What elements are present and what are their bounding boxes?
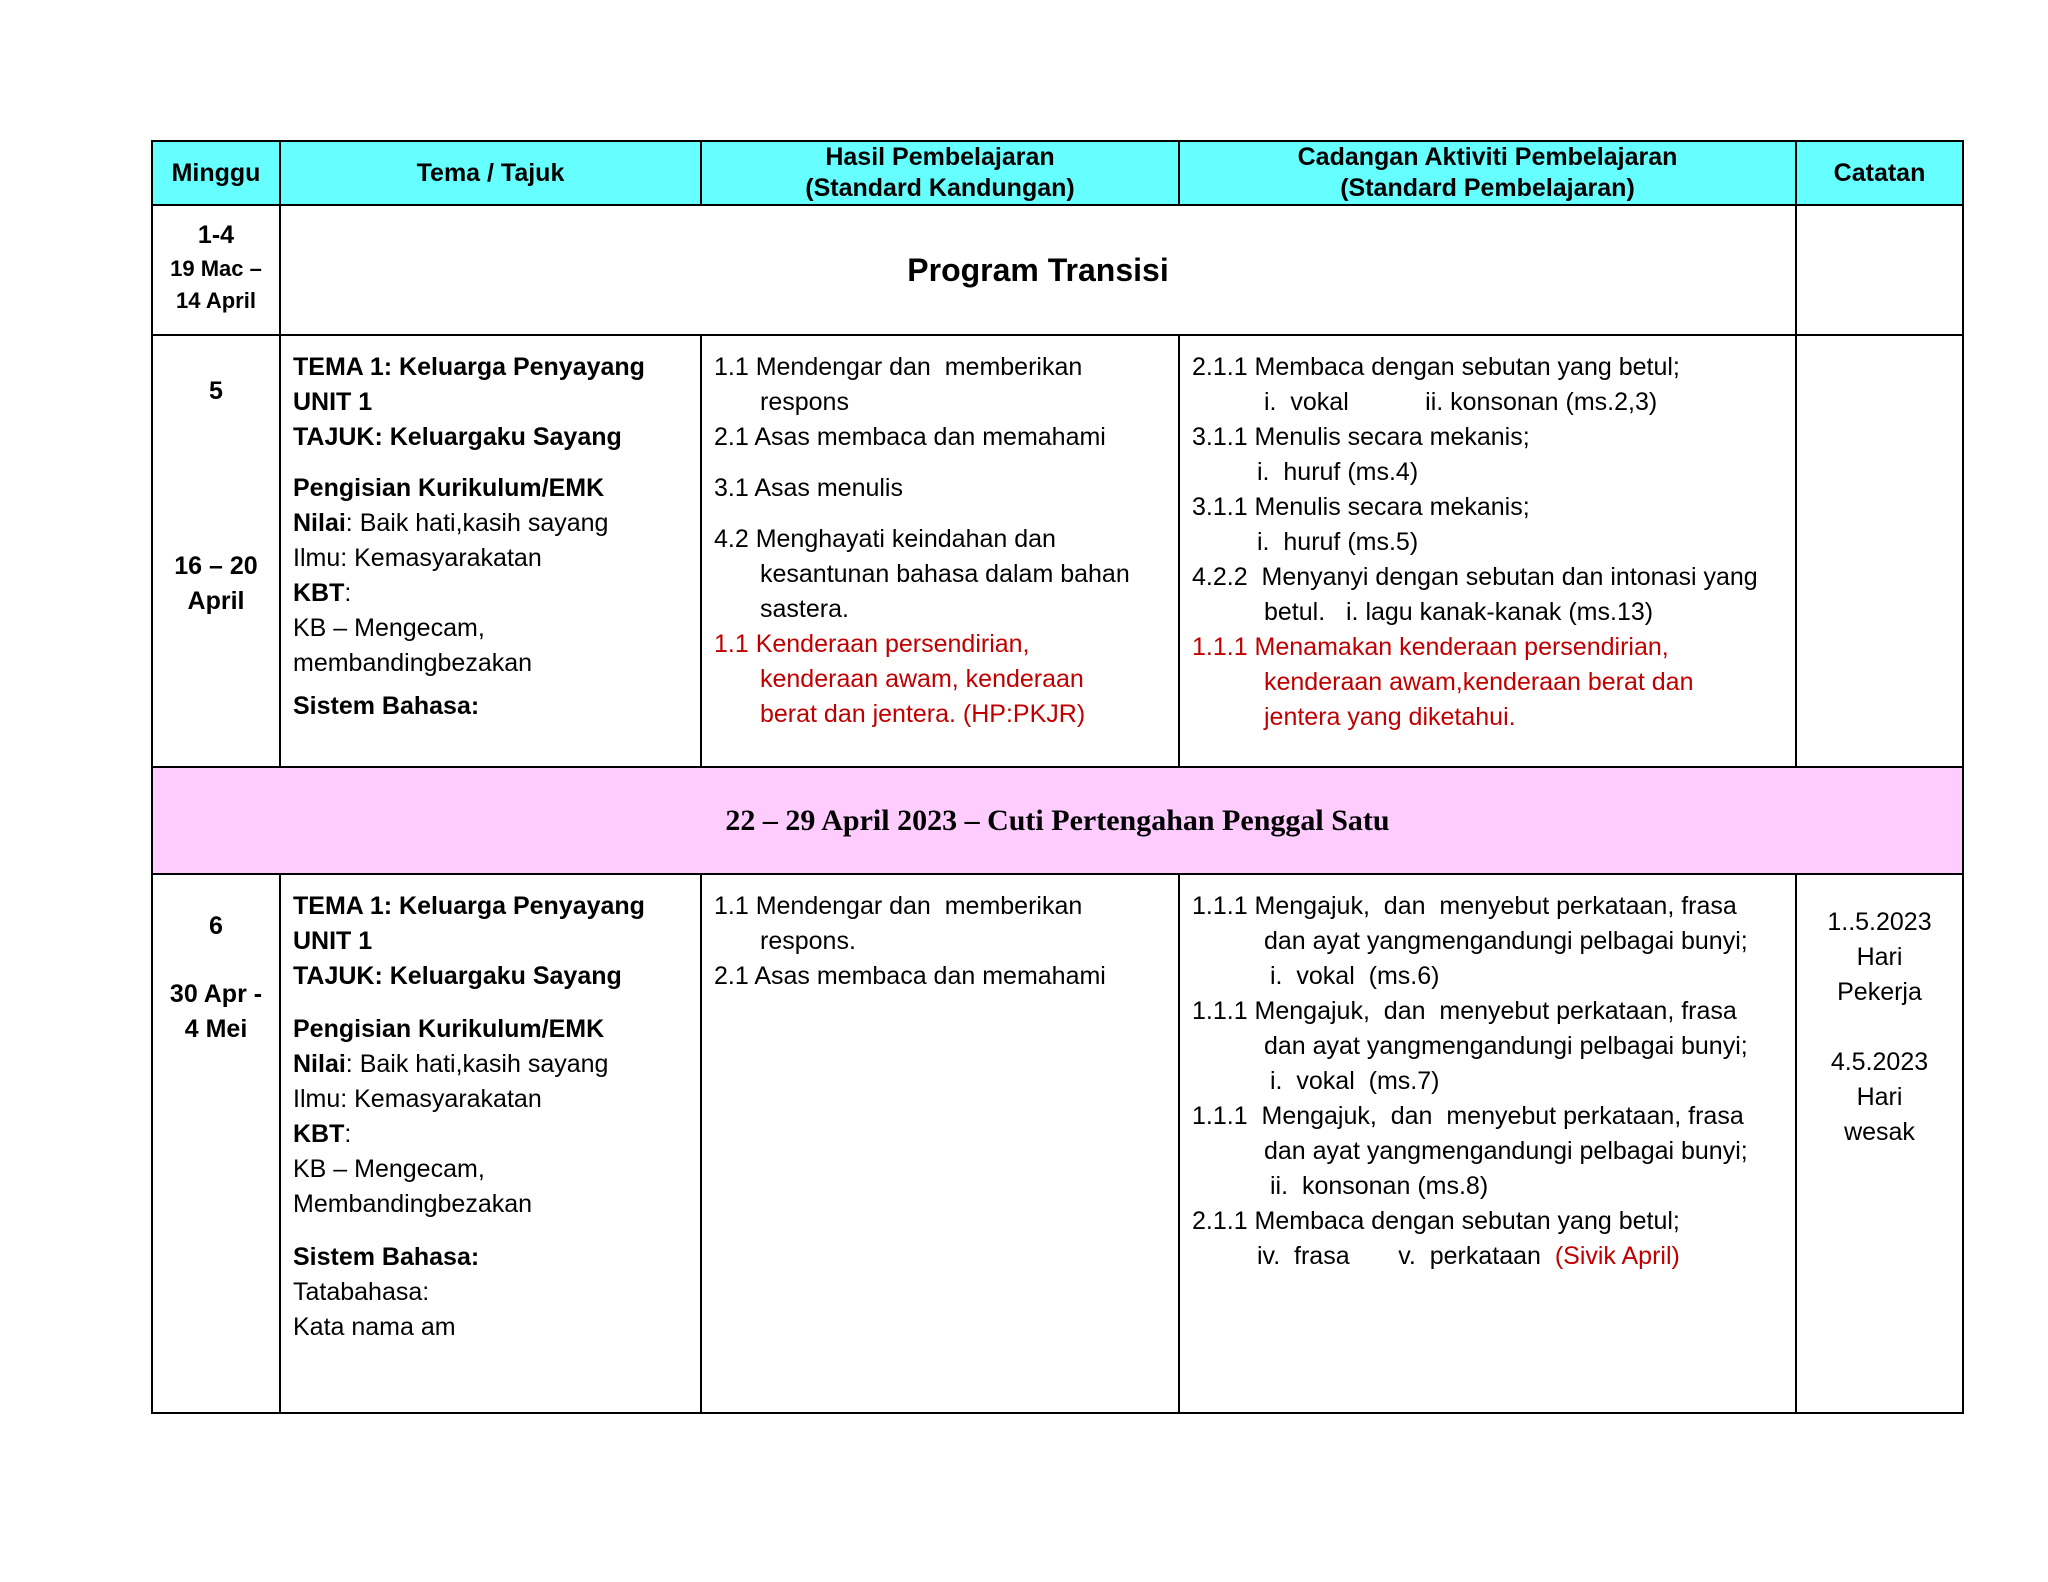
table-row bbox=[152, 335, 1963, 767]
hasil-cell bbox=[701, 335, 1179, 767]
header-catatan: Catatan bbox=[1796, 141, 1963, 205]
cadangan-sub: dan ayat yangmengandungi pelbagai bunyi; bbox=[1264, 927, 1748, 955]
hasil-item-pkjr: 1.1 Kenderaan persendirian, bbox=[714, 630, 1030, 658]
ilmu-line: Ilmu: Kemasyarakatan bbox=[293, 544, 542, 572]
catatan-date: 4.5.2023 bbox=[1830, 1048, 1929, 1076]
cadangan-sub: iv. frasa v. perkataan (Sivik April) bbox=[1257, 1242, 1680, 1270]
week-date-line2: 14 April bbox=[176, 288, 256, 313]
hasil-item: 4.2 Menghayati keindahan dan bbox=[714, 525, 1056, 553]
tatabahasa-line: Tatabahasa: bbox=[293, 1278, 430, 1306]
unit-label: UNIT 1 bbox=[293, 388, 373, 416]
hasil-item-cont: kesantunan bahasa dalam bahan bbox=[760, 560, 1130, 588]
cadangan-item: 4.2.2 Menyanyi dengan sebutan dan intonasi yang bbox=[1192, 563, 1758, 591]
cadangan-sub: i. huruf (ms.5) bbox=[1257, 528, 1419, 556]
week-date-line1: 16 – 20 bbox=[174, 552, 258, 580]
hasil-item: 3.1 Asas menulis bbox=[714, 474, 903, 502]
week-date-line2: April bbox=[187, 587, 245, 615]
kbt-line: KBT: bbox=[293, 579, 352, 607]
catatan-text: Hari bbox=[1856, 1083, 1903, 1111]
cadangan-item: 1.1.1 Mengajuk, dan menyebut perkataan, frasa bbox=[1192, 1102, 1744, 1130]
header-hasil bbox=[701, 141, 1179, 205]
cadangan-item: 2.1.1 Membaca dengan sebutan yang betul; bbox=[1192, 1207, 1680, 1235]
header-tema: Tema / Tajuk bbox=[280, 141, 701, 205]
week-date-line1: 19 Mac – bbox=[170, 256, 262, 281]
pengisian-label: Pengisian Kurikulum/EMK bbox=[293, 1015, 605, 1043]
cadangan-cell bbox=[1179, 874, 1796, 1413]
cadangan-item: 1.1.1 Mengajuk, dan menyebut perkataan, frasa bbox=[1192, 892, 1737, 920]
cadangan-sub: kenderaan awam,kenderaan berat dan bbox=[1264, 668, 1694, 696]
hasil-item-cont: kenderaan awam, kenderaan bbox=[760, 665, 1084, 693]
table-row bbox=[152, 874, 1963, 1413]
tema-cell bbox=[280, 874, 701, 1413]
minggu-cell bbox=[152, 874, 280, 1413]
cadangan-item: 3.1.1 Menulis secara mekanis; bbox=[1192, 423, 1530, 451]
tema-cell bbox=[280, 335, 701, 767]
cadangan-sub: i. vokal (ms.6) bbox=[1270, 962, 1440, 990]
tajuk-label: TAJUK: Keluargaku Sayang bbox=[293, 423, 622, 451]
cadangan-sub: i. vokal ii. konsonan (ms.2,3) bbox=[1264, 388, 1658, 416]
unit-label: UNIT 1 bbox=[293, 927, 373, 955]
holiday-row bbox=[152, 767, 1963, 874]
tema-title: TEMA 1: Keluarga Penyayang bbox=[293, 892, 645, 920]
kb-line2: membandingbezakan bbox=[293, 649, 533, 677]
kbt-line: KBT: bbox=[293, 1120, 352, 1148]
lesson-plan-table bbox=[151, 140, 1964, 1414]
catatan-date: 1..5.2023 bbox=[1827, 908, 1932, 936]
hasil-item-cont: respons bbox=[760, 388, 849, 416]
kata-nama-line: Kata nama am bbox=[293, 1313, 456, 1341]
cadangan-item-pkjr: 1.1.1 Menamakan kenderaan persendirian, bbox=[1192, 633, 1669, 661]
hasil-item: 1.1 Mendengar dan memberikan bbox=[714, 892, 1083, 920]
catatan-text: wesak bbox=[1844, 1118, 1915, 1146]
sistem-bahasa: Sistem Bahasa: bbox=[293, 692, 480, 720]
cadangan-item: 3.1.1 Menulis secara mekanis; bbox=[1192, 493, 1530, 521]
cadangan-item: 2.1.1 Membaca dengan sebutan yang betul; bbox=[1192, 353, 1680, 381]
hasil-item-cont: berat dan jentera. (HP:PKJR) bbox=[760, 700, 1086, 728]
header-cadangan-line1: Cadangan Aktiviti Pembelajaran bbox=[1297, 143, 1678, 171]
week-date-line1: 30 Apr - bbox=[169, 980, 263, 1008]
hasil-item: 1.1 Mendengar dan memberikan bbox=[714, 353, 1083, 381]
catatan-text: Hari bbox=[1856, 943, 1903, 971]
catatan-cell bbox=[1796, 335, 1963, 767]
nilai-line: Nilai: Baik hati,kasih sayang bbox=[293, 509, 609, 537]
cadangan-cell bbox=[1179, 335, 1796, 767]
hasil-item-cont: respons. bbox=[760, 927, 856, 955]
catatan-cell bbox=[1796, 205, 1963, 335]
header-cadangan bbox=[1179, 141, 1796, 205]
hasil-cell bbox=[701, 874, 1179, 1413]
minggu-cell bbox=[152, 335, 280, 767]
header-row bbox=[152, 141, 1963, 205]
kb-line1: KB – Mengecam, bbox=[293, 614, 485, 642]
week-number: 6 bbox=[209, 912, 223, 940]
hasil-item-cont: sastera. bbox=[760, 595, 849, 623]
header-minggu: Minggu bbox=[152, 141, 280, 205]
cadangan-sub: dan ayat yangmengandungi pelbagai bunyi; bbox=[1264, 1137, 1748, 1165]
tema-title: TEMA 1: Keluarga Penyayang bbox=[293, 353, 645, 381]
nilai-line: Nilai: Baik hati,kasih sayang bbox=[293, 1050, 609, 1078]
cadangan-sub: betul. i. lagu kanak-kanak (ms.13) bbox=[1264, 598, 1654, 626]
cadangan-sub: i. huruf (ms.4) bbox=[1257, 458, 1419, 486]
sivik-note: (Sivik April) bbox=[1554, 1242, 1680, 1270]
program-transisi: Program Transisi bbox=[280, 205, 1796, 335]
cadangan-sub: jentera yang diketahui. bbox=[1264, 703, 1516, 731]
holiday-banner: 22 – 29 April 2023 – Cuti Pertengahan Penggal Satu bbox=[152, 767, 1963, 874]
cadangan-sub: dan ayat yangmengandungi pelbagai bunyi; bbox=[1264, 1032, 1748, 1060]
tajuk-label: TAJUK: Keluargaku Sayang bbox=[293, 962, 622, 990]
sistem-bahasa: Sistem Bahasa: bbox=[293, 1243, 480, 1271]
header-hasil-line1: Hasil Pembelajaran bbox=[825, 143, 1055, 171]
ilmu-line: Ilmu: Kemasyarakatan bbox=[293, 1085, 542, 1113]
table-row bbox=[152, 205, 1963, 335]
minggu-cell bbox=[152, 205, 280, 335]
catatan-cell bbox=[1796, 874, 1963, 1413]
week-date-line2: 4 Mei bbox=[184, 1015, 248, 1043]
week-number: 5 bbox=[209, 377, 223, 405]
header-hasil-line2: (Standard Kandungan) bbox=[805, 174, 1075, 202]
kb-line2: Membandingbezakan bbox=[293, 1190, 533, 1218]
cadangan-sub: ii. konsonan (ms.8) bbox=[1270, 1172, 1489, 1200]
catatan-text: Pekerja bbox=[1837, 978, 1922, 1006]
hasil-item: 2.1 Asas membaca dan memahami bbox=[714, 423, 1106, 451]
hasil-item: 2.1 Asas membaca dan memahami bbox=[714, 962, 1106, 990]
cadangan-sub: i. vokal (ms.7) bbox=[1270, 1067, 1440, 1095]
week-number: 1-4 bbox=[197, 221, 235, 249]
header-cadangan-line2: (Standard Pembelajaran) bbox=[1340, 174, 1635, 202]
pengisian-label: Pengisian Kurikulum/EMK bbox=[293, 474, 605, 502]
cadangan-item: 1.1.1 Mengajuk, dan menyebut perkataan, frasa bbox=[1192, 997, 1737, 1025]
kb-line1: KB – Mengecam, bbox=[293, 1155, 485, 1183]
